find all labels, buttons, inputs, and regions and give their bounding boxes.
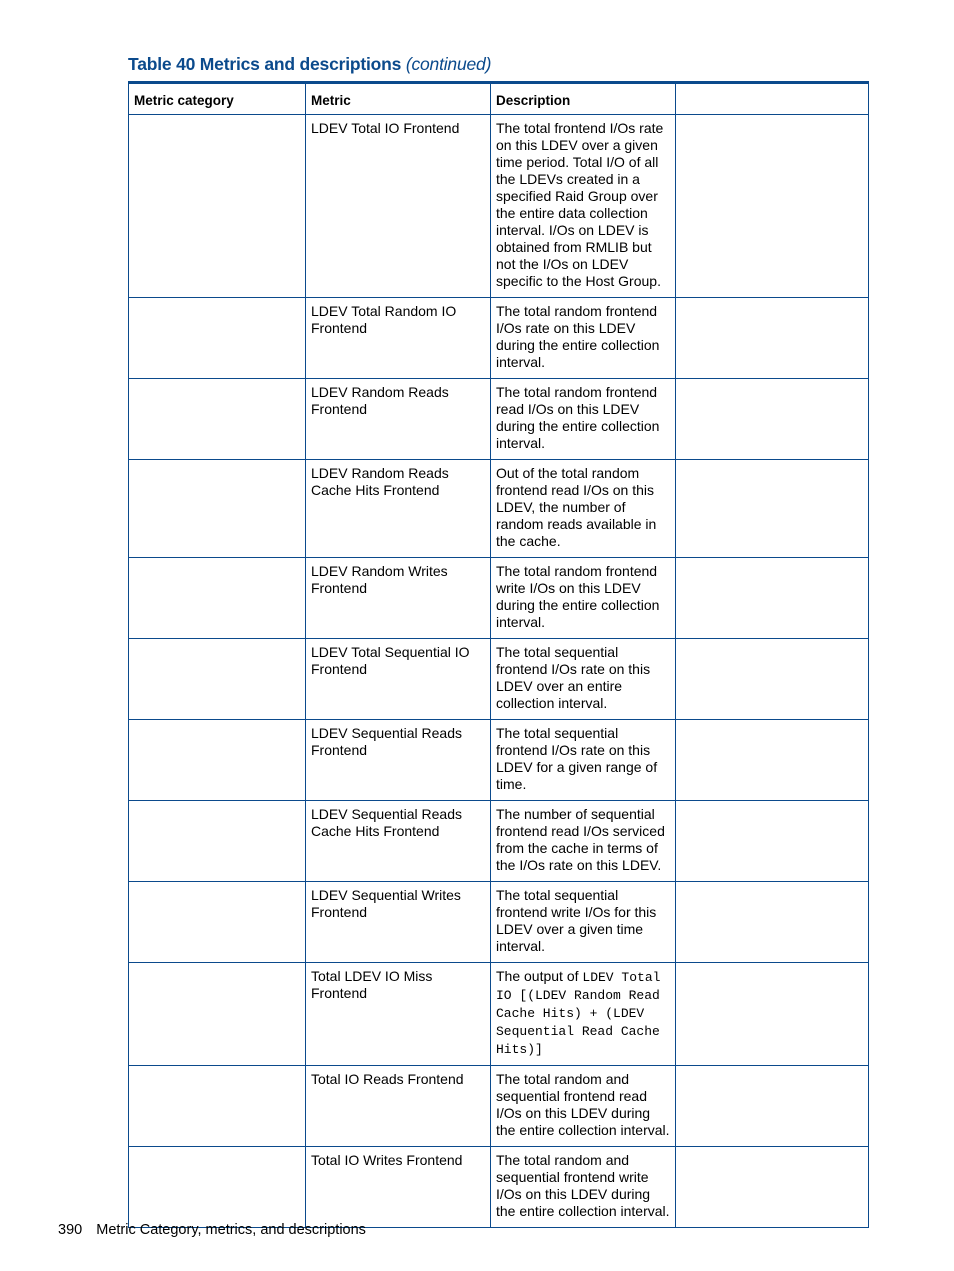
cell-category xyxy=(129,115,306,298)
cell-description xyxy=(491,963,676,1066)
metrics-table xyxy=(128,81,869,1228)
cell-extra xyxy=(676,379,869,460)
cell-metric: LDEV Total IO Frontend xyxy=(306,115,491,298)
table-row xyxy=(129,1066,869,1147)
footer-section-title: Metric Category, metrics, and descriptions xyxy=(96,1222,366,1238)
caption-continued: (continued) xyxy=(405,54,492,74)
cell-metric: LDEV Sequential Writes Frontend xyxy=(306,882,491,963)
cell-extra xyxy=(676,298,869,379)
header-metric: Metric xyxy=(306,83,491,115)
header-extra xyxy=(676,83,869,115)
table-row xyxy=(129,379,869,460)
cell-metric: LDEV Total Sequential IO Frontend xyxy=(306,639,491,720)
cell-extra xyxy=(676,558,869,639)
description-code: LDEV Total IO [(LDEV Random Read Cache Hits) + (LDEV Sequential Read Cache Hits)] xyxy=(496,970,661,1057)
cell-extra xyxy=(676,460,869,558)
cell-metric: LDEV Random Writes Frontend xyxy=(306,558,491,639)
cell-description: The total random frontend read I/Os on this LDEV during the entire collection interval. xyxy=(491,379,676,460)
cell-extra xyxy=(676,1147,869,1228)
cell-description: The total frontend I/Os rate on this LDEV over a given time period. Total I/O of all the LDEVs created in a specified Raid Group over the entire data collection interval. I/Os on LDEV is obtained from RMLIB but not the I/Os on LDEV specific to the Host Group. xyxy=(491,115,676,298)
cell-metric: Total IO Reads Frontend xyxy=(306,1066,491,1147)
table-row xyxy=(129,963,869,1066)
header-metric-category: Metric category xyxy=(129,83,306,115)
cell-category xyxy=(129,639,306,720)
cell-description: The total random and sequential frontend write I/Os on this LDEV during the entire collection interval. xyxy=(491,1147,676,1228)
table-row xyxy=(129,1147,869,1228)
cell-description: The total sequential frontend write I/Os for this LDEV over a given time interval. xyxy=(491,882,676,963)
cell-category xyxy=(129,882,306,963)
page-number: 390 xyxy=(58,1222,83,1238)
cell-category xyxy=(129,298,306,379)
cell-description: The total random frontend write I/Os on this LDEV during the entire collection interval. xyxy=(491,558,676,639)
table-row xyxy=(129,298,869,379)
cell-description: The number of sequential frontend read I/Os serviced from the cache in terms of the I/Os rate on this LDEV. xyxy=(491,801,676,882)
cell-description: The total sequential frontend I/Os rate on this LDEV for a given range of time. xyxy=(491,720,676,801)
table-row xyxy=(129,460,869,558)
cell-metric: LDEV Sequential Reads Cache Hits Frontend xyxy=(306,801,491,882)
table-row xyxy=(129,115,869,298)
cell-extra xyxy=(676,882,869,963)
cell-extra xyxy=(676,639,869,720)
cell-category xyxy=(129,558,306,639)
cell-category xyxy=(129,1147,306,1228)
table-header-row xyxy=(129,83,869,115)
table-caption xyxy=(128,54,491,75)
cell-description: Out of the total random frontend read I/Os on this LDEV, the number of random reads available in the cache. xyxy=(491,460,676,558)
header-description: Description xyxy=(491,83,676,115)
cell-metric: LDEV Random Reads Cache Hits Frontend xyxy=(306,460,491,558)
cell-category xyxy=(129,720,306,801)
page-footer xyxy=(58,1222,366,1238)
cell-category xyxy=(129,460,306,558)
cell-extra xyxy=(676,115,869,298)
table-row xyxy=(129,639,869,720)
cell-category xyxy=(129,379,306,460)
cell-metric: LDEV Random Reads Frontend xyxy=(306,379,491,460)
cell-description: The total random and sequential frontend read I/Os on this LDEV during the entire collection interval. xyxy=(491,1066,676,1147)
cell-extra xyxy=(676,963,869,1066)
cell-category xyxy=(129,801,306,882)
cell-category xyxy=(129,963,306,1066)
cell-metric: LDEV Sequential Reads Frontend xyxy=(306,720,491,801)
cell-description: The total sequential frontend I/Os rate on this LDEV over an entire collection interval. xyxy=(491,639,676,720)
table-row xyxy=(129,801,869,882)
cell-metric: Total LDEV IO Miss Frontend xyxy=(306,963,491,1066)
table-row xyxy=(129,882,869,963)
cell-extra xyxy=(676,1066,869,1147)
cell-extra xyxy=(676,720,869,801)
cell-metric: Total IO Writes Frontend xyxy=(306,1147,491,1228)
cell-category xyxy=(129,1066,306,1147)
cell-extra xyxy=(676,801,869,882)
cell-metric: LDEV Total Random IO Frontend xyxy=(306,298,491,379)
caption-title: Table 40 Metrics and descriptions xyxy=(128,54,402,74)
table-row xyxy=(129,720,869,801)
table-row xyxy=(129,558,869,639)
cell-description: The total random frontend I/Os rate on this LDEV during the entire collection interval. xyxy=(491,298,676,379)
description-text: The output of xyxy=(496,968,583,984)
